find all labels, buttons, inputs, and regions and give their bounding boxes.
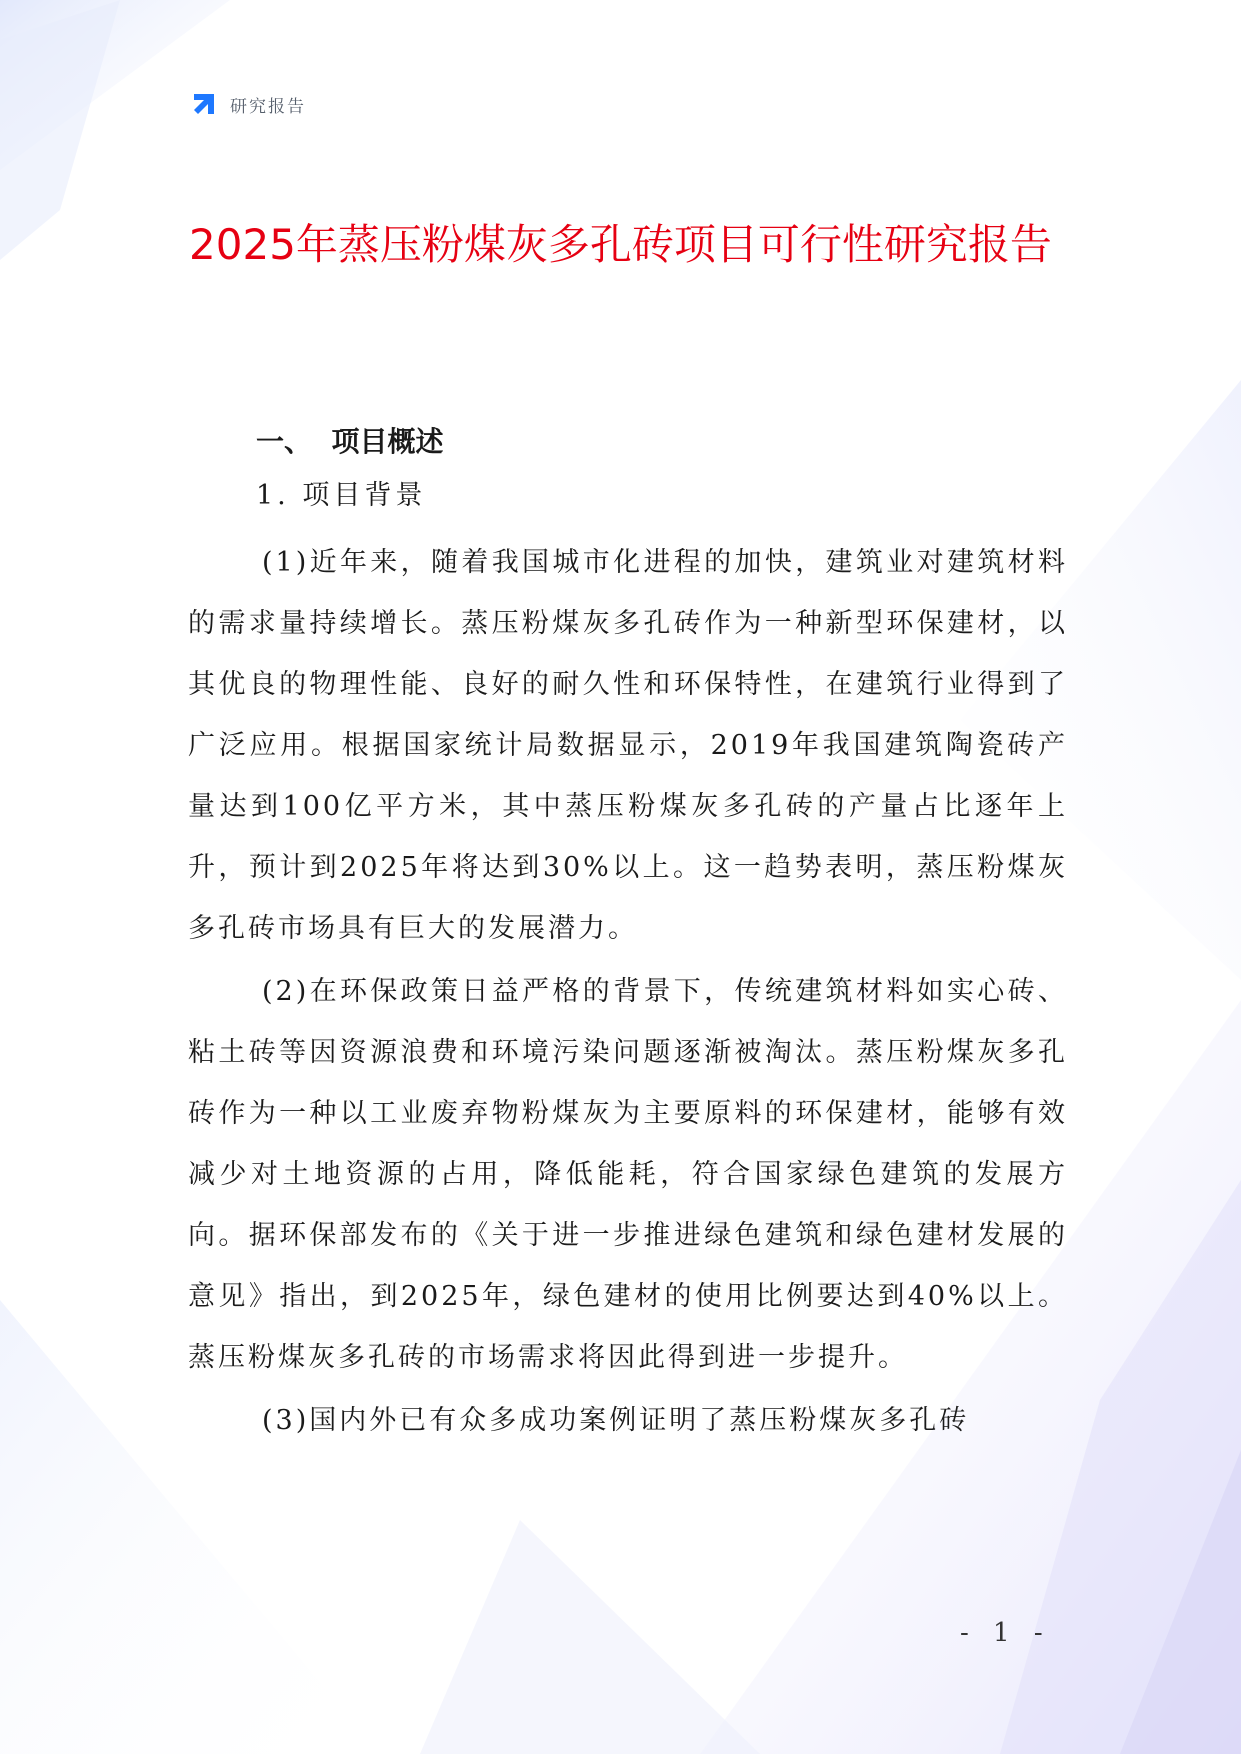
document-title: 2025年蒸压粉煤灰多孔砖项目可行性研究报告: [189, 220, 1052, 269]
header-label: 研究报告: [230, 96, 306, 117]
paragraph-1: (1)近年来，随着我国城市化进程的加快，建筑业对建筑材料的需求量持续增长。蒸压粉煤灰多孔砖作为一种新型环保建材，以其优良的物理性能、良好的耐久性和环保特性，在建筑行业得到了广泛应用。根据国家统计局数据显示，2019年我国建筑陶瓷砖产量达到100亿平方米，其中蒸压粉煤灰多孔砖的产量占比逐年上升，预计到2025年将达到30%以上。这一趋势表明，蒸压粉煤灰多孔砖市场具有巨大的发展潜力。: [188, 547, 1068, 944]
sub-heading: 1. 项目背景: [256, 480, 427, 511]
document-body: [188, 418, 1068, 1451]
arrow-up-right-icon: [188, 88, 220, 120]
page-number: - 1 -: [960, 1618, 1051, 1648]
paragraph-2: (2)在环保政策日益严格的背景下，传统建筑材料如实心砖、粘土砖等因资源浪费和环境污染问题逐渐被淘汰。蒸压粉煤灰多孔砖作为一种以工业废弃物粉煤灰为主要原料的环保建材，能够有效减少对土地资源的占用，降低能耗，符合国家绿色建筑的发展方向。据环保部发布的《关于进一步推进绿色建筑和绿色建材发展的意见》指出，到2025年，绿色建材的使用比例要达到40%以上。蒸压粉煤灰多孔砖的市场需求将因此得到进一步提升。: [188, 976, 1068, 1373]
paragraph-3: (3)国内外已有众多成功案例证明了蒸压粉煤灰多孔砖: [262, 1405, 970, 1436]
section-heading: 一、 项目概述: [256, 425, 444, 458]
report-header: [188, 88, 306, 120]
